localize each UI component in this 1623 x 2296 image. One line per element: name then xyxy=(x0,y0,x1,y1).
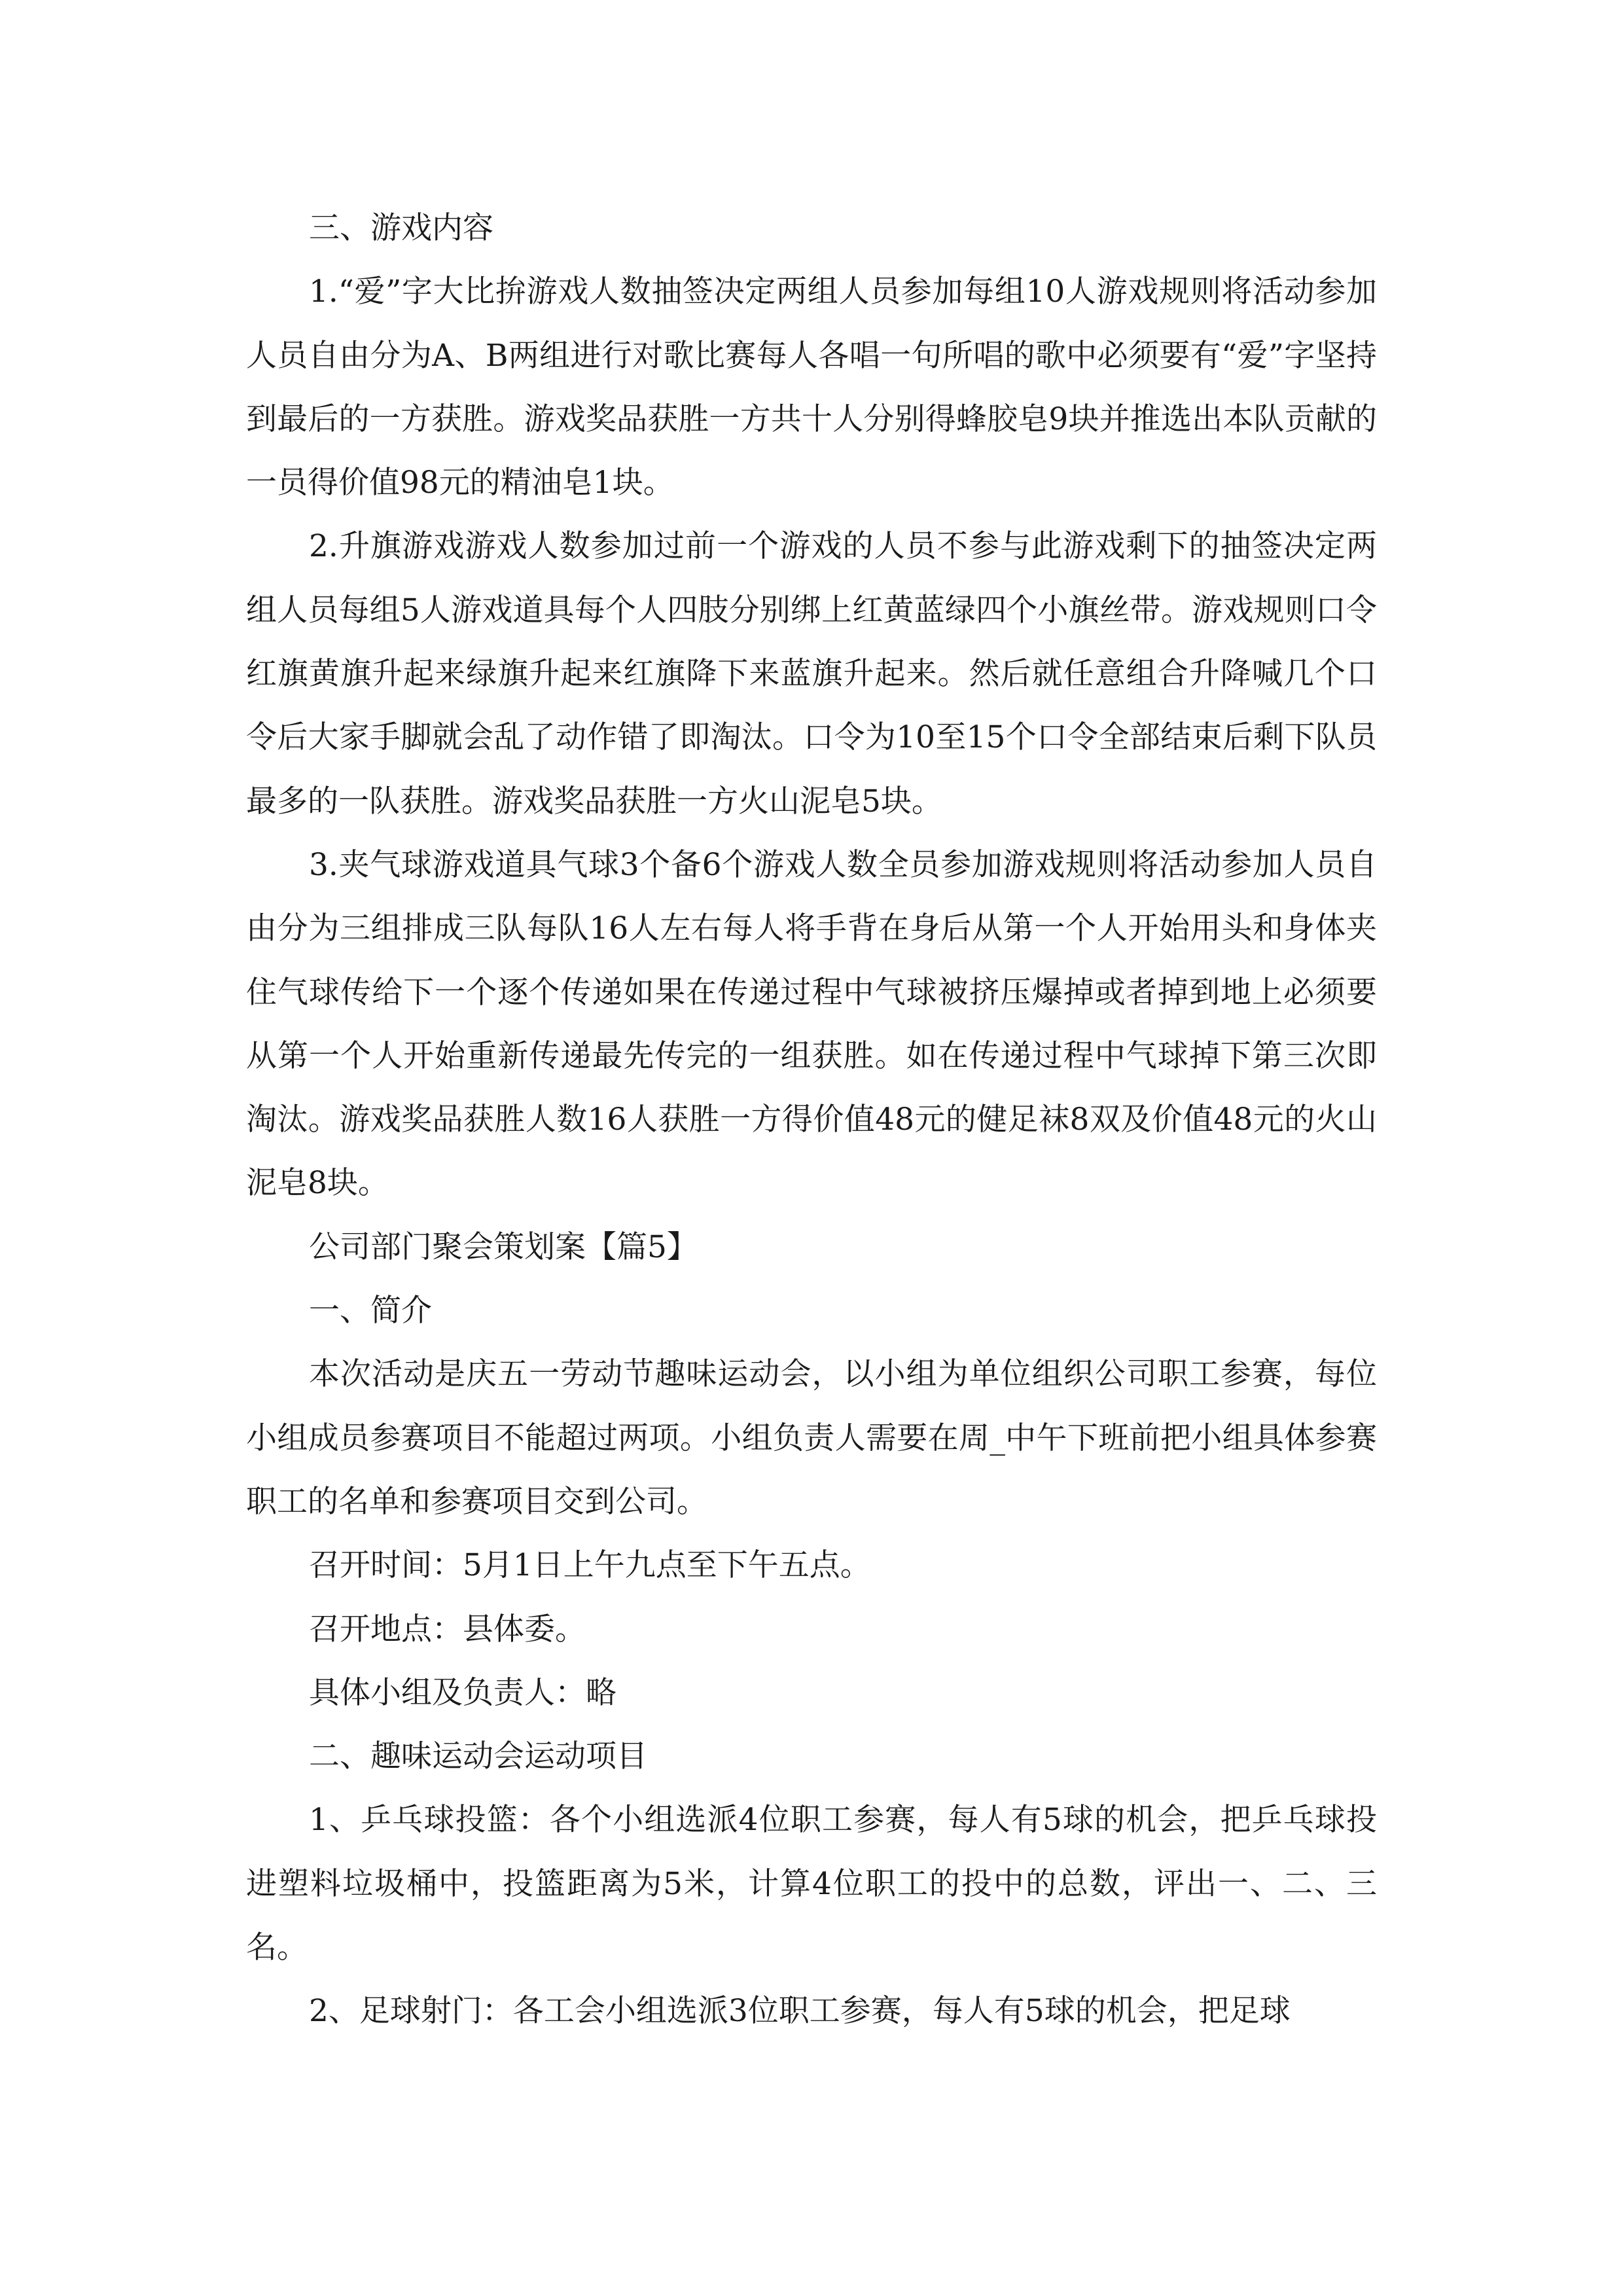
section-heading-sports-events: 二、趣味运动会运动项目 xyxy=(309,1738,647,1775)
paragraph-flag-raising-game: 2.升旗游戏游戏人数参加过前一个游戏的人员不参与此游戏剩下的抽签决定两组人员每组5人游戏道具每个人四肢分别绑上红黄蓝绿四个小旗丝带。游戏规则口令红旗黄旗升起来绿旗升起来红旗降下来蓝旗升起来。然后就任意组合升降喊几个口令后大家手脚就会乱了动作错了即淘汰。口令为10至15个口令全部结束后剩下队员最多的一队获胜。游戏奖品获胜一方火山泥皂5块。 xyxy=(246,528,1377,819)
paragraph-groups-and-leaders: 具体小组及负责人：略 xyxy=(309,1674,616,1711)
article-title-part-5: 公司部门聚会策划案【篇5】 xyxy=(309,1229,698,1265)
paragraph-pingpong-shooting: 1、乒乓球投篮：各个小组选派4位职工参赛，每人有5球的机会，把乒乓球投进塑料垃圾桶中，投篮距离为5米，计算4位职工的投中的总数，评出一、二、三名。 xyxy=(246,1802,1377,1966)
section-heading-game-content: 三、游戏内容 xyxy=(309,210,493,246)
paragraph-event-time: 召开时间：5月1日上午九点至下午五点。 xyxy=(309,1547,871,1584)
paragraph-love-word-contest: 1.“爱”字大比拚游戏人数抽签决定两组人员参加每组10人游戏规则将活动参加人员自由分为A、B两组进行对歌比赛每人各唱一句所唱的歌中必须要有“爱”字坚持到最后的一方获胜。游戏奖品获胜一方共十人分别得蜂胶皂9块并推选出本队贡献的一员得价值98元的精油皂1块。 xyxy=(246,274,1377,501)
section-heading-introduction: 一、简介 xyxy=(309,1293,432,1329)
paragraph-event-introduction: 本次活动是庆五一劳动节趣味运动会，以小组为单位组织公司职工参赛，每位小组成员参赛项目不能超过两项。小组负责人需要在周_中午下班前把小组具体参赛职工的名单和参赛项目交到公司。 xyxy=(246,1356,1377,1520)
document-body xyxy=(246,196,1377,2043)
paragraph-balloon-passing-game: 3.夹气球游戏道具气球3个备6个游戏人数全员参加游戏规则将活动参加人员自由分为三组排成三队每队16人左右每人将手背在身后从第一个人开始用头和身体夹住气球传给下一个逐个传递如果在传递过程中气球被挤压爆掉或者掉到地上必须要从第一个人开始重新传递最先传完的一组获胜。如在传递过程中气球掉下第三次即淘汰。游戏奖品获胜人数16人获胜一方得价值48元的健足袜8双及价值48元的火山泥皂8块。 xyxy=(246,846,1377,1202)
paragraph-football-shooting: 2、足球射门：各工会小组选派3位职工参赛，每人有5球的机会，把足球 xyxy=(309,1993,1291,2030)
paragraph-event-location: 召开地点：县体委。 xyxy=(309,1611,586,1647)
